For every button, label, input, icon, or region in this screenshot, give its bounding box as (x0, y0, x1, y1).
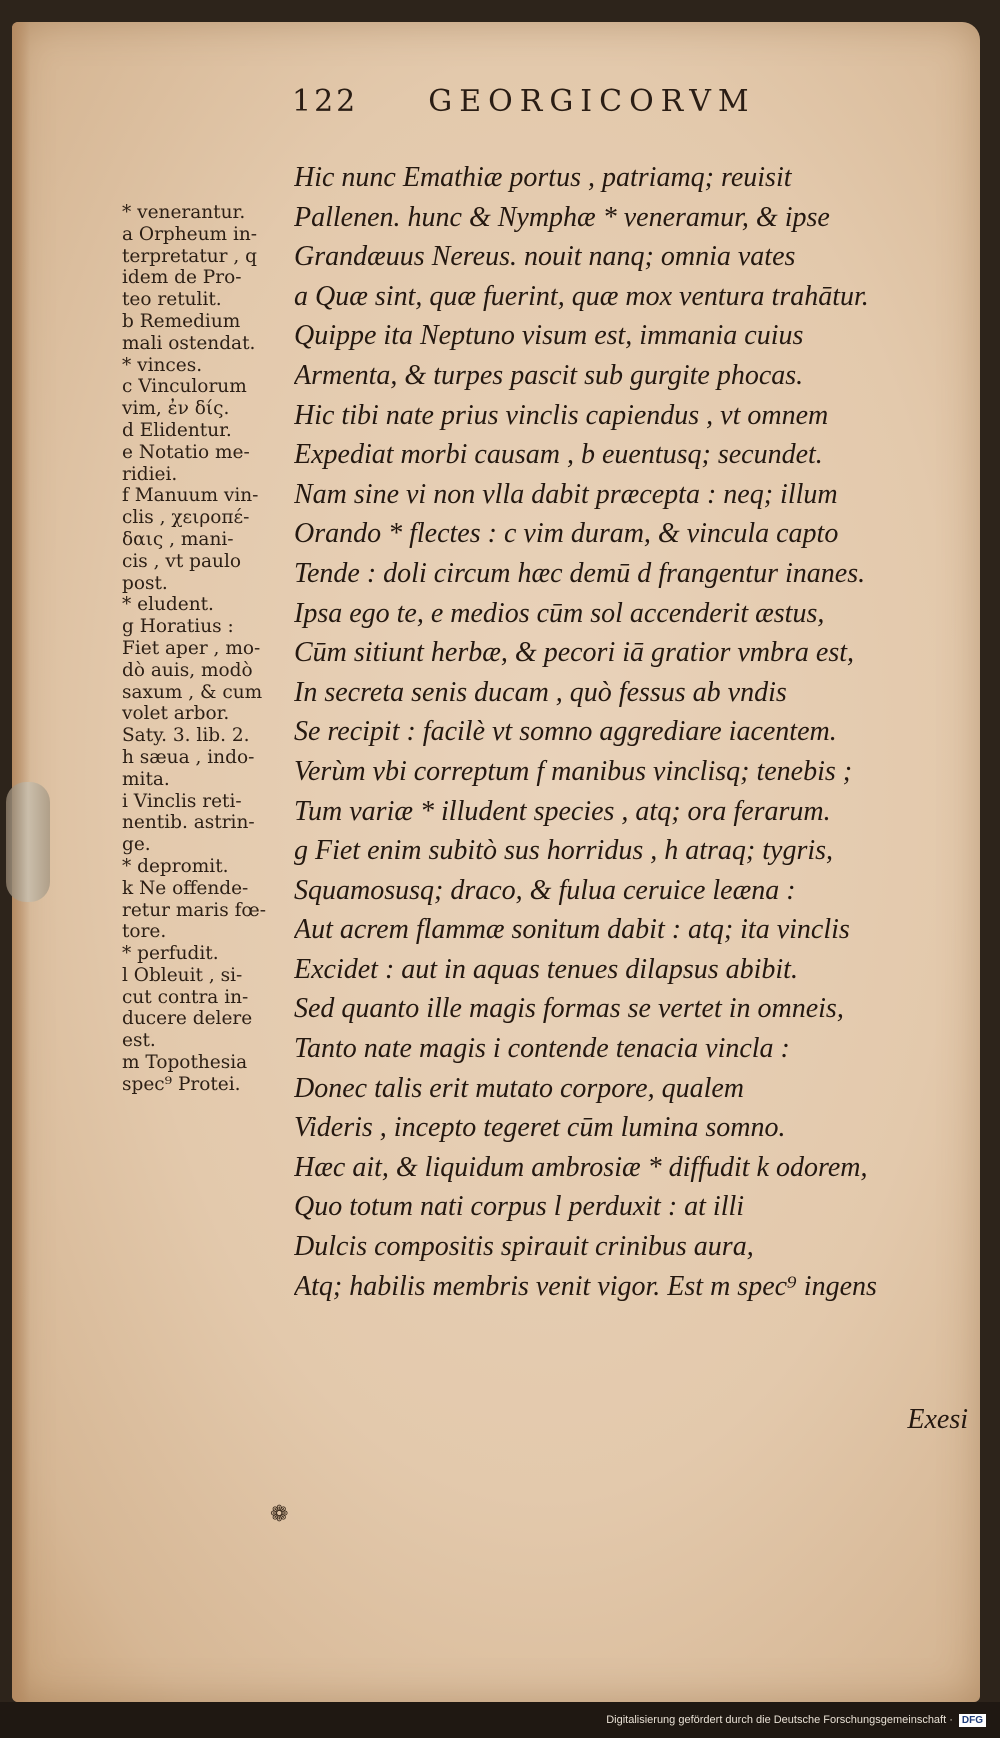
margin-note: dò auis, modò (122, 659, 253, 681)
margin-note: ge. (122, 834, 151, 856)
margin-note: retur maris fœ- (122, 899, 266, 921)
margin-note: nentib. astrin- (122, 812, 255, 834)
margin-note: h sæua , indo- (122, 746, 255, 768)
margin-note: saxum , & cum (122, 681, 263, 703)
margin-note: cis , vt paulo (122, 550, 242, 572)
running-title: GEORGICORVM (428, 84, 756, 119)
verse-line: Sed quanto ille magis formas se vertet in omneis, (294, 993, 844, 1025)
verse-line: In secreta senis ducam , quò fessus ab vndis (294, 676, 787, 708)
footer-credit: Digitalisierung gefördert durch die Deutsche Forschungsgemeinschaft · (606, 1714, 953, 1726)
margin-note: idem de Pro- (122, 267, 242, 289)
margin-note: ridiei. (122, 463, 178, 485)
margin-note: * eludent. (122, 594, 214, 616)
verse-line: Ipsa ego te, e medios cūm sol accenderit æstus, (294, 597, 825, 629)
verse-line: Cūm sitiunt herbæ, & pecori iā gratior vmbra est, (294, 637, 854, 669)
margin-note: vim, ἐν δίς. (122, 398, 230, 420)
margin-note: est. (122, 1030, 156, 1052)
margin-note: mali ostendat. (122, 332, 256, 354)
verse-line: a Quæ sint, quæ fuerint, quæ mox ventura trahātur. (294, 280, 869, 312)
margin-note: l Obleuit , si- (122, 964, 243, 986)
margin-note: ducere delere (122, 1008, 253, 1030)
verse-line: Verùm vbi correptum f manibus vinclisq; tenebis ; (294, 755, 853, 787)
margin-note: cut contra in- (122, 986, 249, 1008)
margin-note: Fiet aper , mo- (122, 637, 261, 659)
verse-line: Tende : doli circum hæc demū d frangentur inanes. (294, 557, 866, 589)
verse-line: Quo totum nati corpus l perduxit : at illi (294, 1191, 745, 1223)
verse-text (294, 158, 994, 1306)
verse-line: Hæc ait, & liquidum ambrosiæ * diffudit k odorem, (294, 1151, 868, 1183)
margin-note: a Orpheum in- (122, 223, 258, 245)
book-page (12, 22, 980, 1702)
verse-line: Dulcis compositis spirauit crinibus aura, (294, 1231, 754, 1263)
margin-note: b Remedium (122, 310, 241, 332)
margin-notes (122, 202, 302, 1096)
margin-note: e Notatio me- (122, 441, 250, 463)
margin-note: * venerantur. (122, 202, 246, 223)
margin-note: * depromit. (122, 855, 229, 877)
verse-line: Quippe ita Neptuno visum est, immania cuius (294, 320, 804, 352)
verse-line: Expediat morbi causam , b euentusq; secundet. (294, 439, 823, 471)
margin-note: c Vinculorum (122, 376, 247, 398)
verse-line: Aut acrem flammæ sonitum dabit : atq; ita vinclis (294, 914, 850, 946)
page-header (292, 84, 872, 134)
margin-note: Saty. 3. lib. 2. (122, 725, 250, 747)
margin-note: * perfudit. (122, 943, 219, 965)
verse-line: Excidet : aut in aquas tenues dilapsus abibit. (294, 953, 798, 985)
verse-line: Nam sine vi non vlla dabit præcepta : neq; illum (294, 478, 838, 510)
margin-note: volet arbor. (122, 703, 230, 725)
margin-note: d Elidentur. (122, 419, 232, 441)
margin-note: terpretatur , q (122, 245, 258, 267)
verse-line: Hic tibi nate prius vinclis capiendus , vt omnem (294, 399, 829, 431)
verse-line: Donec talis erit mutato corpore, qualem (294, 1072, 745, 1104)
verse-line: g Fiet enim subitò sus horridus , h atraq; tygris, (294, 835, 834, 867)
margin-note: post. (122, 572, 168, 594)
margin-note: tore. (122, 921, 167, 943)
margin-note: * vinces. (122, 354, 203, 376)
verse-line: Tum variæ * illudent species , atq; ora ferarum. (294, 795, 831, 827)
verse-line: Orando * flectes : c vim duram, & vincula capto (294, 518, 839, 550)
margin-note: spec⁹ Protei. (122, 1073, 241, 1095)
ornament-icon: ❁ (270, 1502, 289, 1527)
margin-note: k Ne offende- (122, 877, 249, 899)
page-clip (6, 782, 50, 902)
margin-note: f Manuum vin- (122, 485, 259, 507)
footer-bar (0, 1702, 1000, 1738)
margin-note: teo retulit. (122, 289, 222, 311)
verse-line: Squamosusq; draco, & fulua ceruice leæna : (294, 874, 796, 906)
margin-note: m Topothesia (122, 1052, 248, 1074)
verse-line: Grandæuus Nereus. nouit nanq; omnia vates (294, 241, 796, 273)
verse-line: Se recipit : facilè vt somno aggrediare iacentem. (294, 716, 837, 748)
margin-note: δαις , mani- (122, 528, 234, 550)
verse-line: Armenta, & turpes pascit sub gurgite phocas. (294, 359, 804, 391)
dfg-logo: DFG (959, 1714, 986, 1727)
catchword: Exesi (907, 1404, 968, 1435)
verse-line: Videris , incepto tegeret cūm lumina somno. (294, 1112, 786, 1144)
margin-note: i Vinclis reti- (122, 790, 242, 812)
margin-note: g Horatius : (122, 616, 234, 638)
verse-line: Pallenen. hunc & Nymphæ * veneramur, & ipse (294, 201, 830, 233)
verse-line: Atq; habilis membris venit vigor. Est m spec⁹ ingens (294, 1270, 877, 1302)
margin-note: mita. (122, 768, 170, 790)
verse-line: Hic nunc Emathiæ portus , patriamq; reuisit (294, 162, 792, 193)
verse-line: Tanto nate magis i contende tenacia vincla : (294, 1033, 790, 1065)
page-number: 122 (292, 84, 359, 119)
margin-note: clis , χειροπέ- (122, 507, 250, 529)
